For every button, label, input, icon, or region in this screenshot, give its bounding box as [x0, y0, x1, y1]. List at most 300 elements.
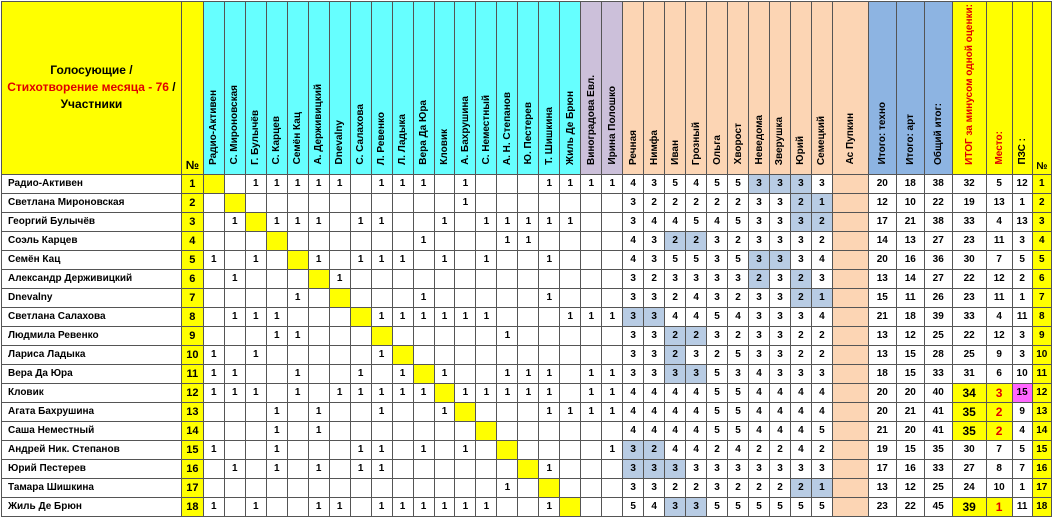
total-techno: 12	[868, 193, 896, 212]
vote-cell	[224, 345, 245, 364]
guest-vote-cell: 1	[602, 364, 623, 383]
vote-cell: 1	[350, 364, 371, 383]
critic-score-cell: 3	[707, 326, 728, 345]
critic-score-cell: 3	[770, 193, 791, 212]
vote-cell	[350, 402, 371, 421]
row-number: 11	[181, 364, 203, 383]
table-row	[2, 288, 1052, 307]
critic-score-cell: 3	[686, 345, 707, 364]
vote-cell	[203, 307, 224, 326]
vote-cell	[560, 383, 581, 402]
critic-score-cell: 5	[728, 497, 749, 516]
total-minus-one: 32	[952, 174, 986, 193]
place: 7	[986, 250, 1012, 269]
total-overall: 36	[924, 250, 952, 269]
vote-cell	[308, 383, 329, 402]
vote-cell: 1	[497, 383, 518, 402]
vote-cell	[560, 364, 581, 383]
vote-cell: 1	[329, 269, 350, 288]
critic-score-cell: 5	[728, 174, 749, 193]
critic-score-cell: 3	[623, 288, 644, 307]
vote-cell: 1	[476, 307, 497, 326]
pzs: 12	[1012, 174, 1032, 193]
row-number-right: 14	[1032, 421, 1051, 440]
vote-cell	[560, 345, 581, 364]
critic-score-cell: 2	[644, 440, 665, 459]
vote-cell	[518, 402, 539, 421]
vote-cell: 1	[203, 250, 224, 269]
pzs: 3	[1012, 326, 1032, 345]
place: 12	[986, 326, 1012, 345]
extra-cell	[832, 497, 868, 516]
vote-cell	[497, 345, 518, 364]
vote-cell	[392, 269, 413, 288]
critic-score-cell: 3	[811, 269, 832, 288]
vote-cell: 1	[434, 212, 455, 231]
total-techno: 20	[868, 250, 896, 269]
critic-score-cell: 4	[644, 497, 665, 516]
total-minus-one: 30	[952, 440, 986, 459]
voter-header	[287, 2, 308, 175]
vote-cell	[539, 326, 560, 345]
vote-cell: 1	[518, 364, 539, 383]
total-techno: 15	[868, 288, 896, 307]
vote-cell	[266, 383, 287, 402]
vote-cell	[329, 288, 350, 307]
total-overall: 22	[924, 193, 952, 212]
vote-cell	[434, 383, 455, 402]
critic-score-cell: 3	[811, 364, 832, 383]
guest-vote-cell: 1	[581, 383, 602, 402]
vote-cell	[497, 307, 518, 326]
total-overall: 38	[924, 212, 952, 231]
critic-score-cell: 4	[707, 212, 728, 231]
critic-score-cell: 2	[665, 478, 686, 497]
title-slash: /	[172, 80, 176, 95]
critic-score-cell: 4	[749, 402, 770, 421]
row-number-right: 5	[1032, 250, 1051, 269]
vote-cell: 1	[518, 212, 539, 231]
row-number-right: 9	[1032, 326, 1051, 345]
place: 4	[986, 307, 1012, 326]
critic-score-cell: 3	[644, 345, 665, 364]
critic-score-cell: 4	[811, 402, 832, 421]
total-art: 12	[896, 478, 924, 497]
total-header-label: Итого: арт	[904, 114, 916, 165]
pzs: 1	[1012, 193, 1032, 212]
critic-header	[644, 2, 665, 175]
critic-score-cell: 4	[770, 402, 791, 421]
participant-name: Александр Держивицкий	[2, 269, 182, 288]
vote-cell	[413, 459, 434, 478]
total-minus-one: 23	[952, 288, 986, 307]
critic-score-cell: 4	[686, 440, 707, 459]
place: 4	[986, 212, 1012, 231]
participant-name: Саша Неместный	[2, 421, 182, 440]
vote-cell: 1	[560, 402, 581, 421]
vote-cell	[287, 231, 308, 250]
vote-cell: 1	[560, 212, 581, 231]
vote-cell	[455, 402, 476, 421]
total-minus-one: 19	[952, 193, 986, 212]
table-row	[2, 231, 1052, 250]
critic-score-cell: 5	[707, 307, 728, 326]
critic-score-cell: 3	[790, 307, 811, 326]
critic-header	[770, 2, 791, 175]
vote-cell: 1	[371, 383, 392, 402]
critic-score-cell: 4	[665, 383, 686, 402]
critic-score-cell: 3	[770, 459, 791, 478]
vote-cell	[245, 440, 266, 459]
critic-header-label: Семецкий	[816, 115, 828, 165]
vote-cell	[476, 326, 497, 345]
vote-cell	[497, 193, 518, 212]
extra-cell	[832, 421, 868, 440]
table-row	[2, 345, 1052, 364]
vote-cell: 1	[245, 250, 266, 269]
total-minus-one: 24	[952, 478, 986, 497]
title-participants: Участники	[60, 97, 123, 112]
vote-cell: 1	[371, 402, 392, 421]
critic-score-cell: 3	[770, 326, 791, 345]
participant-name: Андрей Ник. Степанов	[2, 440, 182, 459]
guest-vote-cell	[581, 231, 602, 250]
critic-score-cell: 3	[644, 307, 665, 326]
vote-cell	[392, 402, 413, 421]
vote-cell	[245, 193, 266, 212]
header-num: №	[181, 2, 203, 175]
critic-score-cell: 3	[770, 231, 791, 250]
critic-score-cell: 5	[707, 364, 728, 383]
pzs: 11	[1012, 307, 1032, 326]
vote-cell	[224, 440, 245, 459]
vote-cell	[350, 497, 371, 516]
critic-score-cell: 3	[665, 459, 686, 478]
vote-cell: 1	[266, 421, 287, 440]
participant-name: Людмила Ревенко	[2, 326, 182, 345]
total-overall: 35	[924, 440, 952, 459]
vote-cell: 1	[308, 459, 329, 478]
critic-score-cell: 4	[686, 307, 707, 326]
pzs: 13	[1012, 212, 1032, 231]
critic-score-cell: 3	[623, 364, 644, 383]
table-row	[2, 402, 1052, 421]
total-techno: 13	[868, 326, 896, 345]
voter-header-label: Вера Да Юра	[418, 100, 430, 165]
critic-score-cell: 2	[665, 193, 686, 212]
vote-cell: 1	[371, 459, 392, 478]
vote-cell: 1	[203, 345, 224, 364]
critic-score-cell: 3	[770, 364, 791, 383]
critic-score-cell: 2	[811, 231, 832, 250]
guest-vote-cell	[602, 421, 623, 440]
total-overall: 25	[924, 326, 952, 345]
vote-cell	[329, 459, 350, 478]
row-number: 10	[181, 345, 203, 364]
critic-score-cell: 2	[728, 193, 749, 212]
critic-score-cell: 4	[811, 307, 832, 326]
guest-vote-cell	[602, 212, 623, 231]
guest-vote-cell	[602, 345, 623, 364]
vote-cell: 1	[371, 174, 392, 193]
vote-cell	[539, 421, 560, 440]
guest-vote-cell	[581, 288, 602, 307]
critic-score-cell: 2	[707, 193, 728, 212]
table-row	[2, 174, 1052, 193]
vote-cell: 1	[392, 497, 413, 516]
extra-cell	[832, 231, 868, 250]
row-number: 6	[181, 269, 203, 288]
voter-header	[371, 2, 392, 175]
participant-name: Юрий Пестерев	[2, 459, 182, 478]
vote-cell: 1	[413, 174, 434, 193]
total-techno: 18	[868, 364, 896, 383]
place: 2	[986, 421, 1012, 440]
guest-vote-cell	[581, 440, 602, 459]
vote-cell	[476, 364, 497, 383]
vote-cell	[455, 250, 476, 269]
guest-vote-cell	[581, 459, 602, 478]
critic-score-cell: 2	[811, 440, 832, 459]
critic-score-cell: 4	[686, 288, 707, 307]
critic-score-cell: 5	[728, 383, 749, 402]
critic-score-cell: 3	[665, 497, 686, 516]
vote-cell	[392, 288, 413, 307]
vote-cell: 1	[371, 345, 392, 364]
critic-score-cell: 2	[665, 288, 686, 307]
critic-score-cell: 5	[686, 250, 707, 269]
critic-header-label: Нимфа	[648, 129, 660, 165]
pzs: 15	[1012, 383, 1032, 402]
table-row	[2, 383, 1052, 402]
vote-cell	[455, 231, 476, 250]
critic-score-cell: 3	[686, 269, 707, 288]
critic-score-cell: 3	[623, 269, 644, 288]
vote-cell	[518, 174, 539, 193]
critic-score-cell: 5	[665, 174, 686, 193]
voter-header-label: Ю. Пестерев	[522, 102, 534, 165]
guest-header-label: Ирина Полошко	[606, 86, 618, 165]
critic-score-cell: 4	[770, 421, 791, 440]
critic-score-cell: 2	[728, 288, 749, 307]
vote-cell: 1	[455, 193, 476, 212]
vote-cell	[455, 212, 476, 231]
vote-cell: 1	[413, 288, 434, 307]
vote-cell	[371, 421, 392, 440]
vote-cell	[224, 250, 245, 269]
vote-cell	[287, 440, 308, 459]
vote-cell	[308, 326, 329, 345]
total-techno: 20	[868, 174, 896, 193]
extra-header-label: Ас Пупкин	[844, 113, 856, 165]
critic-score-cell: 3	[790, 250, 811, 269]
total-overall: 26	[924, 288, 952, 307]
total-art: 20	[896, 383, 924, 402]
total-header	[986, 2, 1012, 175]
total-minus-one: 31	[952, 364, 986, 383]
vote-cell	[371, 364, 392, 383]
voter-header	[476, 2, 497, 175]
vote-cell	[350, 193, 371, 212]
vote-cell: 1	[413, 383, 434, 402]
participant-name: Агата Бахрушина	[2, 402, 182, 421]
critic-score-cell: 2	[770, 478, 791, 497]
vote-cell	[392, 421, 413, 440]
row-number-right: 3	[1032, 212, 1051, 231]
vote-cell	[329, 326, 350, 345]
critic-score-cell: 4	[665, 212, 686, 231]
voter-header-label: Т. Шишкина	[543, 106, 555, 165]
vote-cell: 1	[434, 497, 455, 516]
total-header-label: №	[1036, 160, 1048, 172]
total-overall: 41	[924, 421, 952, 440]
vote-cell: 1	[266, 326, 287, 345]
row-number-right: 10	[1032, 345, 1051, 364]
vote-cell	[476, 402, 497, 421]
vote-cell	[203, 459, 224, 478]
total-techno: 23	[868, 497, 896, 516]
row-number: 4	[181, 231, 203, 250]
critic-score-cell: 2	[811, 326, 832, 345]
participant-name: Светлана Салахова	[2, 307, 182, 326]
vote-cell: 1	[329, 174, 350, 193]
voter-header	[266, 2, 287, 175]
critic-score-cell: 3	[790, 231, 811, 250]
critic-score-cell: 3	[644, 231, 665, 250]
total-overall: 28	[924, 345, 952, 364]
vote-cell: 1	[518, 383, 539, 402]
vote-cell	[245, 459, 266, 478]
vote-cell	[329, 212, 350, 231]
critic-score-cell: 3	[749, 288, 770, 307]
vote-cell: 1	[476, 383, 497, 402]
total-techno: 19	[868, 440, 896, 459]
guest-header	[581, 2, 602, 175]
voting-table	[1, 1, 1052, 517]
total-header	[924, 2, 952, 175]
vote-cell: 1	[371, 250, 392, 269]
header-row	[2, 2, 1052, 175]
total-art: 13	[896, 231, 924, 250]
vote-cell	[455, 269, 476, 288]
guest-vote-cell	[581, 326, 602, 345]
critic-score-cell: 2	[644, 269, 665, 288]
table-row	[2, 307, 1052, 326]
critic-score-cell: 3	[749, 345, 770, 364]
critic-score-cell: 3	[686, 459, 707, 478]
participant-name: Соэль Карцев	[2, 231, 182, 250]
critic-score-cell: 2	[811, 345, 832, 364]
critic-score-cell: 2	[686, 478, 707, 497]
participant-name: Жиль Де Брюн	[2, 497, 182, 516]
vote-cell	[413, 250, 434, 269]
voter-header	[518, 2, 539, 175]
total-header	[896, 2, 924, 175]
total-overall: 40	[924, 383, 952, 402]
guest-vote-cell: 1	[581, 402, 602, 421]
vote-cell: 1	[413, 307, 434, 326]
guest-vote-cell	[602, 326, 623, 345]
row-number: 8	[181, 307, 203, 326]
guest-vote-cell: 1	[602, 383, 623, 402]
total-minus-one: 39	[952, 497, 986, 516]
guest-vote-cell	[602, 193, 623, 212]
critic-score-cell: 2	[707, 440, 728, 459]
row-number-right: 11	[1032, 364, 1051, 383]
vote-cell: 1	[539, 288, 560, 307]
guest-vote-cell: 1	[581, 364, 602, 383]
table-row	[2, 421, 1052, 440]
extra-cell	[832, 402, 868, 421]
critic-score-cell: 4	[623, 174, 644, 193]
critic-score-cell: 3	[707, 459, 728, 478]
critic-score-cell: 5	[623, 497, 644, 516]
voter-header-label: Жиль Де Брюн	[564, 90, 576, 165]
critic-score-cell: 3	[770, 345, 791, 364]
vote-cell	[497, 459, 518, 478]
pzs: 2	[1012, 269, 1032, 288]
vote-cell: 1	[497, 478, 518, 497]
critic-score-cell: 3	[623, 345, 644, 364]
critic-score-cell: 4	[665, 421, 686, 440]
vote-cell	[434, 193, 455, 212]
total-header	[868, 2, 896, 175]
vote-cell	[308, 307, 329, 326]
vote-cell	[224, 421, 245, 440]
total-overall: 27	[924, 231, 952, 250]
vote-cell	[434, 421, 455, 440]
vote-cell: 1	[350, 383, 371, 402]
vote-cell	[203, 269, 224, 288]
critic-score-cell: 4	[644, 402, 665, 421]
critic-score-cell: 3	[790, 364, 811, 383]
vote-cell	[266, 497, 287, 516]
voter-header	[560, 2, 581, 175]
critic-score-cell: 2	[790, 345, 811, 364]
guest-header	[602, 2, 623, 175]
critic-score-cell: 2	[811, 212, 832, 231]
critic-score-cell: 4	[623, 231, 644, 250]
total-header-label: Итого: техно	[876, 102, 888, 165]
total-art: 11	[896, 288, 924, 307]
vote-cell	[413, 345, 434, 364]
vote-cell: 1	[245, 383, 266, 402]
vote-cell: 1	[266, 459, 287, 478]
row-number: 17	[181, 478, 203, 497]
row-number: 16	[181, 459, 203, 478]
voter-header-label: А. Бахрушина	[459, 96, 471, 165]
critic-score-cell: 5	[665, 250, 686, 269]
vote-cell	[203, 174, 224, 193]
critic-score-cell: 4	[790, 421, 811, 440]
vote-cell: 1	[497, 364, 518, 383]
vote-cell	[350, 174, 371, 193]
vote-cell	[497, 421, 518, 440]
vote-cell	[287, 345, 308, 364]
row-number-right: 16	[1032, 459, 1051, 478]
total-techno: 13	[868, 269, 896, 288]
vote-cell: 1	[539, 250, 560, 269]
vote-cell	[266, 193, 287, 212]
total-header-label: ИТОГ за минусом одной оценки:	[963, 4, 975, 165]
critic-score-cell: 3	[749, 459, 770, 478]
critic-score-cell: 4	[686, 174, 707, 193]
vote-cell	[308, 193, 329, 212]
voter-header	[224, 2, 245, 175]
critic-score-cell: 3	[644, 326, 665, 345]
critic-score-cell: 2	[665, 345, 686, 364]
vote-cell	[203, 421, 224, 440]
